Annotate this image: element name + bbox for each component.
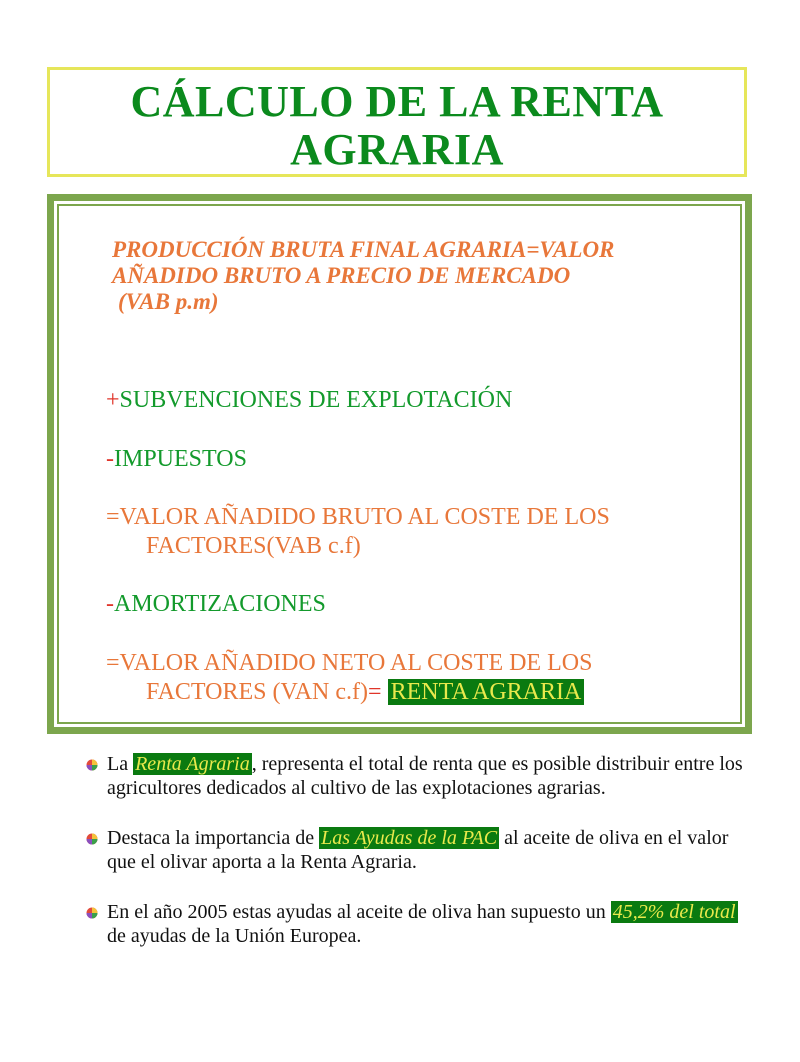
vab-cf-line	[106, 503, 610, 561]
multicolor-dot-icon	[86, 759, 98, 771]
multicolor-dot-icon	[86, 833, 98, 845]
plus-operator: +	[106, 387, 120, 413]
amortizaciones-line	[106, 590, 326, 619]
van-cf-equals: =	[368, 679, 388, 705]
bullet-list	[83, 752, 743, 974]
bullet-1-text-a: La	[107, 753, 134, 775]
renta-agraria-highlight: RENTA AGRARIA	[388, 679, 585, 705]
bullet-2-text-b: al aceite de oliva en el valor que el olivar aporta a la Renta Agraria.	[107, 827, 729, 873]
subvenciones-text: SUBVENCIONES DE EXPLOTACIÓN	[119, 387, 513, 413]
pbf-heading	[112, 237, 712, 315]
bullet-3-highlight: 45,2% del total	[612, 901, 736, 923]
bullet-item-2	[83, 826, 743, 874]
van-cf-line-1: =VALOR AÑADIDO NETO AL COSTE DE LOS	[106, 650, 593, 676]
vab-cf-line-1: =VALOR AÑADIDO BRUTO AL COSTE DE LOS	[106, 504, 610, 530]
title-line-1: CÁLCULO DE LA RENTA	[130, 77, 664, 126]
pbf-line-1: PRODUCCIÓN BRUTA FINAL AGRARIA=VALOR	[112, 237, 615, 262]
van-cf-prefix: FACTORES (	[146, 679, 281, 705]
minus-operator: -	[106, 446, 114, 472]
amortizaciones-text: AMORTIZACIONES	[114, 591, 326, 617]
formula-frame	[47, 194, 752, 734]
multicolor-dot-icon	[86, 907, 98, 919]
minus-operator-2: -	[106, 591, 114, 617]
impuestos-line	[106, 445, 247, 474]
bullet-2-text-a: Destaca la importancia de	[107, 827, 320, 849]
van-cf-line-2	[106, 678, 592, 707]
formula-content	[59, 206, 740, 722]
bullet-2-highlight: Las Ayudas de la PAC	[321, 827, 498, 849]
impuestos-text: IMPUESTOS	[114, 446, 247, 472]
pbf-line-2: AÑADIDO BRUTO A PRECIO DE MERCADO	[112, 263, 571, 288]
title-box	[47, 67, 747, 177]
page-title	[50, 70, 744, 174]
bullet-1-text-b: , representa el total de renta que es posible distribuir entre los agricultores dedicados al cultivo de las explotaciones agrarias.	[107, 753, 743, 799]
bullet-item-3	[83, 900, 743, 948]
bullet-3-text-b: de ayudas de la Unión Europea.	[107, 925, 362, 947]
bullet-item-1	[83, 752, 743, 800]
subvenciones-line	[106, 386, 512, 415]
van-cf-abbrev: VAN c.f)	[280, 679, 369, 705]
bullet-3-text-a: En el año 2005 estas ayudas al aceite de oliva han supuesto un	[107, 901, 611, 923]
title-line-2: AGRARIA	[290, 125, 504, 174]
bullet-1-highlight: Renta Agraria	[135, 753, 250, 775]
vab-cf-line-2: FACTORES(VAB c.f)	[146, 533, 361, 559]
pbf-line-3: (VAB p.m)	[118, 289, 219, 314]
van-cf-line	[106, 649, 592, 707]
